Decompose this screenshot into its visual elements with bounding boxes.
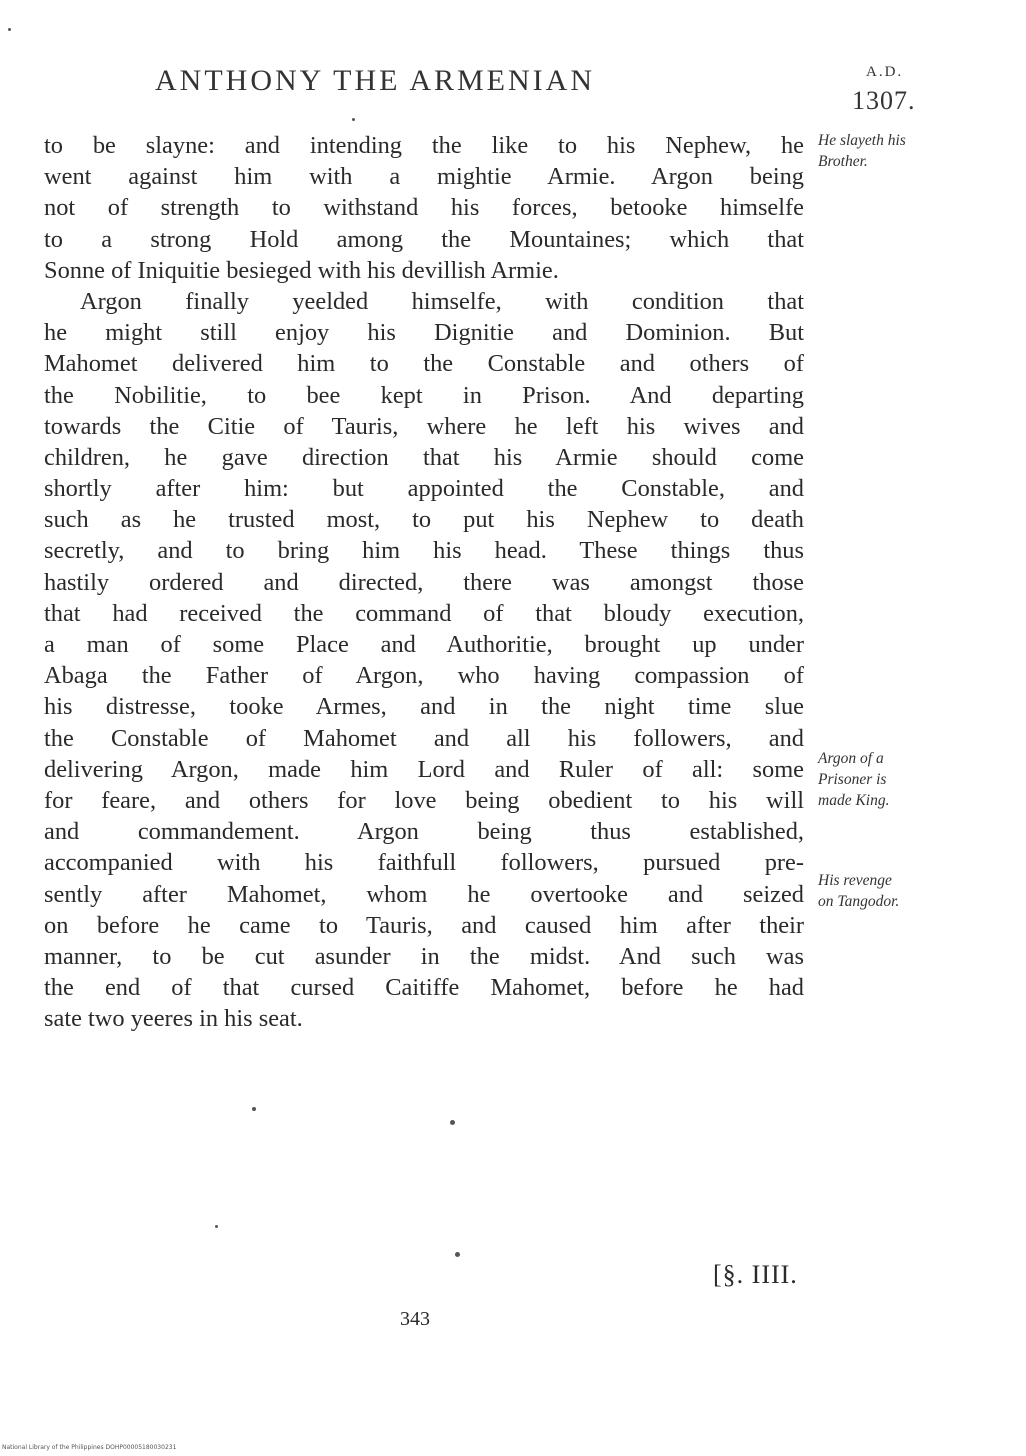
margin-note-revenge bbox=[818, 870, 1023, 912]
ink-speck bbox=[215, 1225, 218, 1228]
text-line: Sonne of Iniquitie besieged with his devillish Armie. bbox=[44, 256, 559, 284]
text-line: to be slayne: and intending the like to his Nephew, he bbox=[44, 132, 804, 159]
margin-note-line: His revenge bbox=[818, 872, 892, 889]
running-head: ANTHONY THE ARMENIAN bbox=[155, 64, 595, 97]
text-line: on before he came to Tauris, and caused him after their bbox=[44, 911, 804, 939]
year-value: 1307. bbox=[852, 86, 916, 115]
text-line: went against him with a mightie Armie. Argon being bbox=[44, 163, 804, 191]
page-number: 343 bbox=[400, 1308, 430, 1330]
ink-speck bbox=[455, 1252, 460, 1257]
text-line: secretly, and to bring him his head. These things thus bbox=[44, 537, 804, 565]
ink-speck bbox=[252, 1107, 256, 1111]
text-line: towards the Citie of Tauris, where he left his wives and bbox=[44, 412, 804, 440]
text-line: not of strength to withstand his forces, betooke himselfe bbox=[44, 194, 804, 222]
ink-speck bbox=[8, 28, 11, 31]
text-line: the Nobilitie, to bee kept in Prison. And departing bbox=[44, 381, 804, 409]
year-label: A.D. bbox=[866, 64, 904, 80]
text-line: Abaga the Father of Argon, who having compassion of bbox=[44, 662, 804, 690]
text-line: to a strong Hold among the Mountaines; which that bbox=[44, 225, 804, 253]
text-line: for feare, and others for love being obedient to his will bbox=[44, 786, 804, 814]
text-line: the end of that cursed Caitiffe Mahomet, before he had bbox=[44, 974, 804, 1002]
margin-note-line: Brother. bbox=[818, 153, 868, 170]
ink-speck bbox=[450, 1120, 455, 1125]
margin-note-brother bbox=[818, 130, 1023, 172]
ink-speck bbox=[352, 118, 355, 121]
text-line: such as he trusted most, to put his Nephew to death bbox=[44, 506, 804, 534]
text-line: shortly after him: but appointed the Constable, and bbox=[44, 475, 804, 503]
text-line: accompanied with his faithfull followers, pursued pre- bbox=[44, 849, 804, 877]
text-line: sate two yeeres in his seat. bbox=[44, 1005, 303, 1033]
text-line: hastily ordered and directed, there was amongst those bbox=[44, 568, 804, 596]
margin-note-line: He slayeth his bbox=[818, 132, 906, 149]
footer-credit: National Library of the Philippines DOHP00005180030231 bbox=[2, 1444, 177, 1451]
text-line: delivering Argon, made him Lord and Ruler of all: some bbox=[44, 755, 804, 783]
text-line: the Constable of Mahomet and all his followers, and bbox=[44, 724, 804, 752]
margin-note-line: Prisoner is bbox=[818, 771, 887, 788]
margin-note-line: made King. bbox=[818, 792, 890, 809]
text-line: and commandement. Argon being thus established, bbox=[44, 818, 804, 846]
text-line: he might still enjoy his Dignitie and Dominion. But bbox=[44, 319, 804, 347]
margin-note-made-king bbox=[818, 748, 1023, 811]
text-line: manner, to be cut asunder in the midst. And such was bbox=[44, 942, 804, 970]
body-text bbox=[44, 130, 804, 1034]
catchword: [§. IIII. bbox=[713, 1260, 798, 1289]
text-line: his distresse, tooke Armes, and in the night time slue bbox=[44, 693, 804, 721]
text-line: children, he gave direction that his Armie should come bbox=[44, 443, 804, 471]
margin-note-line: on Tangodor. bbox=[818, 893, 900, 910]
text-line: Mahomet delivered him to the Constable and others of bbox=[44, 350, 804, 378]
margin-note-line: Argon of a bbox=[818, 750, 884, 767]
text-line: a man of some Place and Authoritie, brought up under bbox=[44, 631, 804, 658]
text-line: Argon finally yeelded himselfe, with condition that bbox=[80, 287, 804, 315]
text-line: that had received the command of that bloudy execution, bbox=[44, 599, 804, 627]
text-line: sently after Mahomet, whom he overtooke and seized bbox=[44, 880, 804, 908]
